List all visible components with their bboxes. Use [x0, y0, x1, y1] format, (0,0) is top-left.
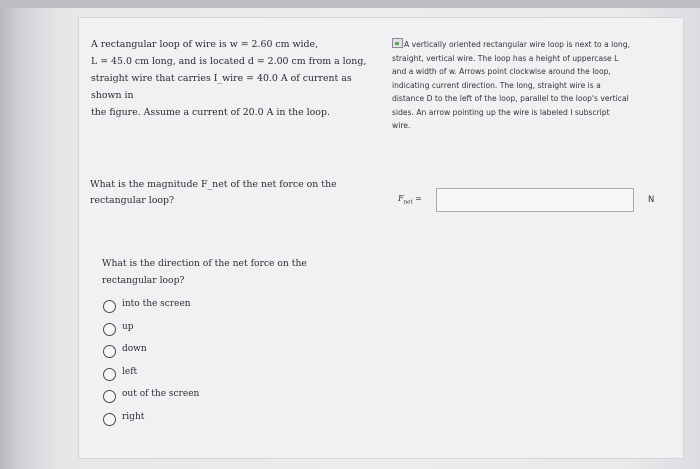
broken-image-icon: [392, 38, 403, 48]
option-right[interactable]: [103, 409, 323, 432]
answer-label-equals: =: [415, 194, 422, 203]
option-label[interactable]: left: [122, 366, 138, 377]
option-left[interactable]: [103, 364, 323, 387]
figure-alt-text: [392, 38, 662, 133]
radio-button[interactable]: [103, 390, 116, 403]
unit-label: N: [648, 194, 655, 204]
option-label[interactable]: down: [122, 344, 147, 354]
answer-label: [398, 194, 422, 206]
answer-label-symbol: F: [398, 194, 404, 203]
answer-row: [398, 188, 666, 212]
radio-button[interactable]: [103, 300, 116, 313]
alt-line-6: sides. An arrow pointing up the wire is labeled I subscript: [392, 107, 610, 117]
problem-line-2: L = 45.0 cm long, and is located d = 2.00 cm from a long,: [91, 56, 367, 67]
option-label[interactable]: out of the screen: [122, 389, 200, 399]
option-label[interactable]: up: [122, 321, 134, 332]
direction-options: [103, 296, 323, 431]
option-label[interactable]: right: [122, 411, 145, 422]
problem-line-1: A rectangular loop of wire is w = 2.60 cm wide,: [91, 39, 319, 50]
radio-button[interactable]: [103, 345, 116, 358]
alt-line-2: straight, vertical wire. The loop has a height of uppercase L: [392, 53, 619, 63]
option-up[interactable]: [103, 319, 323, 342]
radio-button[interactable]: [103, 413, 116, 426]
question-2: [102, 255, 332, 289]
option-down[interactable]: [103, 341, 323, 364]
radio-button[interactable]: [103, 323, 116, 336]
alt-line-1: A vertically oriented rectangular wire loop is next to a long,: [404, 40, 630, 49]
question-1-line-2: rectangular loop?: [90, 195, 175, 206]
alt-line-7: wire.: [392, 121, 411, 130]
question-2-line-1: What is the direction of the net force on the: [102, 258, 307, 269]
radio-button[interactable]: [103, 368, 116, 381]
alt-line-3: and a width of w. Arrows point clockwise around the loop,: [392, 67, 611, 76]
answer-label-subscript: net: [403, 199, 413, 206]
problem-line-3: straight wire that carries I_wire = 40.0 A of current as shown in: [91, 73, 352, 101]
option-label[interactable]: into the screen: [122, 299, 191, 309]
problem-line-4: the figure. Assume a current of 20.0 A in the loop.: [91, 107, 330, 118]
fnet-answer-input[interactable]: [436, 188, 634, 212]
top-band: [0, 0, 700, 8]
question-2-line-2: rectangular loop?: [102, 275, 185, 286]
question-1-line-1: What is the magnitude F_net of the net force on the: [90, 179, 337, 190]
option-into-the-screen[interactable]: [103, 296, 323, 319]
problem-statement: [91, 36, 383, 121]
option-out-of-the-screen[interactable]: [103, 386, 323, 409]
alt-line-5: distance D to the left of the loop, parallel to the loop's vertical: [392, 94, 629, 103]
question-1: [90, 177, 340, 209]
alt-line-4: indicating current direction. The long, straight wire is a: [392, 80, 601, 90]
